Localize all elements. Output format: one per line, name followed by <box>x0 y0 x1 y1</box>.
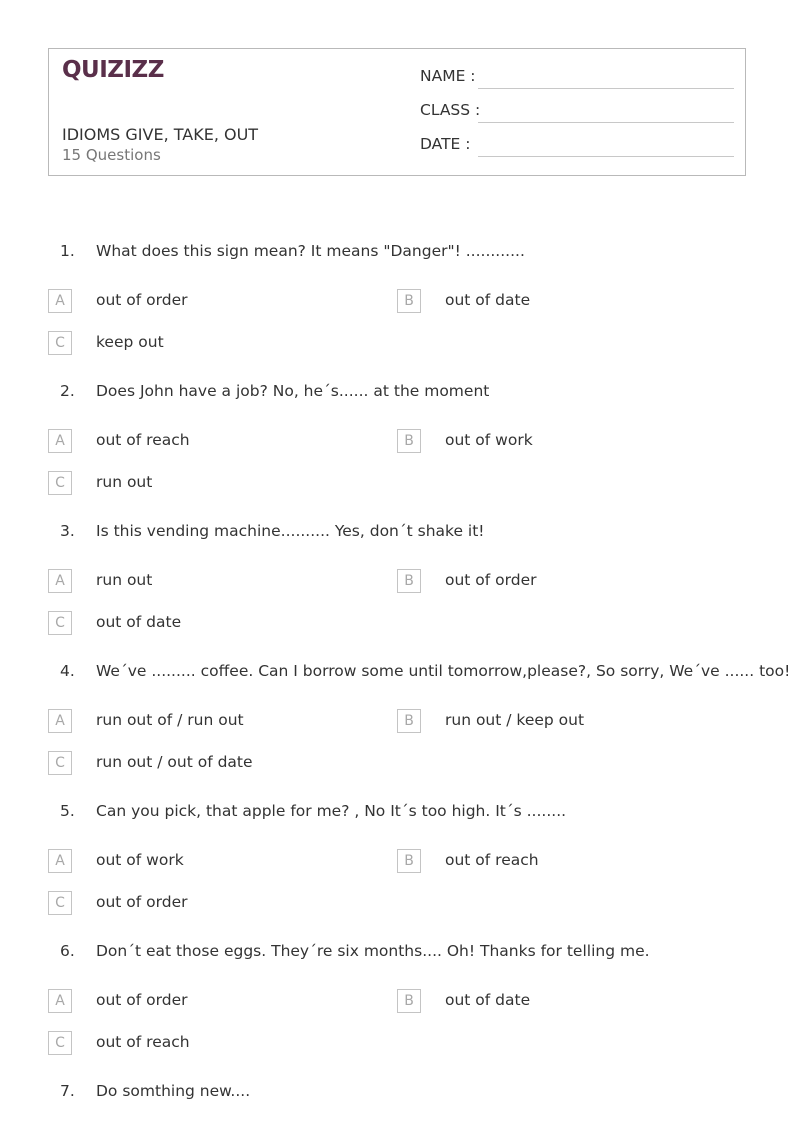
option-text: run out <box>96 571 153 589</box>
option-text: out of order <box>96 991 188 1009</box>
option-letter-box[interactable]: A <box>48 429 72 453</box>
option-text: run out <box>96 473 153 491</box>
option-text: out of work <box>96 851 184 869</box>
option-text: out of order <box>96 893 188 911</box>
option-letter-box[interactable]: B <box>397 569 421 593</box>
question-number: 1. <box>60 242 75 260</box>
class-label: CLASS : <box>420 101 481 119</box>
option-letter-box[interactable]: C <box>48 1031 72 1055</box>
option-letter-box[interactable]: A <box>48 569 72 593</box>
date-label: DATE : <box>420 135 471 153</box>
class-field[interactable] <box>420 101 734 123</box>
question-text: Do somthing new.... <box>96 1082 251 1100</box>
option-letter-box[interactable]: A <box>48 849 72 873</box>
question-number: 7. <box>60 1082 75 1100</box>
question-text: What does this sign mean? It means "Danger"! ............ <box>96 242 525 260</box>
question-number: 2. <box>60 382 75 400</box>
option-letter-box[interactable]: A <box>48 289 72 313</box>
option-text: out of reach <box>96 1033 190 1051</box>
option-letter-box[interactable]: B <box>397 989 421 1013</box>
question-count: 15 Questions <box>62 146 161 164</box>
question-number: 3. <box>60 522 75 540</box>
option-text: out of reach <box>96 431 190 449</box>
option-letter-box[interactable]: B <box>397 429 421 453</box>
question-text: Does John have a job? No, he´s...... at the moment <box>96 382 490 400</box>
question-number: 5. <box>60 802 75 820</box>
question-text: Don´t eat those eggs. They´re six months.... Oh! Thanks for telling me. <box>96 942 650 960</box>
option-text: out of date <box>445 291 531 309</box>
date-field[interactable] <box>420 135 734 157</box>
option-letter-box[interactable]: B <box>397 849 421 873</box>
option-text: out of order <box>96 291 188 309</box>
option-letter-box[interactable]: C <box>48 751 72 775</box>
option-letter-box[interactable]: B <box>397 289 421 313</box>
option-text: out of reach <box>445 851 539 869</box>
worksheet-title: IDIOMS GIVE, TAKE, OUT <box>62 125 259 144</box>
option-text: out of date <box>445 991 531 1009</box>
class-line[interactable] <box>478 122 734 123</box>
option-letter-box[interactable]: C <box>48 891 72 915</box>
question-number: 4. <box>60 662 75 680</box>
option-letter-box[interactable]: C <box>48 331 72 355</box>
name-field[interactable] <box>420 67 734 89</box>
option-text: out of order <box>445 571 537 589</box>
question-text: We´ve ......... coffee. Can I borrow some until tomorrow,please?, So sorry, We´ve ...... too! <box>96 662 791 680</box>
option-letter-box[interactable]: B <box>397 709 421 733</box>
option-text: out of date <box>96 613 182 631</box>
option-text: run out of / run out <box>96 711 244 729</box>
date-line[interactable] <box>478 156 734 157</box>
worksheet-header <box>48 48 746 176</box>
quizizz-logo: QUIZIZZ <box>62 57 164 83</box>
name-label: NAME : <box>420 67 476 85</box>
option-letter-box[interactable]: C <box>48 471 72 495</box>
option-letter-box[interactable]: C <box>48 611 72 635</box>
option-text: keep out <box>96 333 164 351</box>
option-letter-box[interactable]: A <box>48 709 72 733</box>
option-letter-box[interactable]: A <box>48 989 72 1013</box>
name-line[interactable] <box>478 88 734 89</box>
question-text: Can you pick, that apple for me? , No It´s too high. It´s ........ <box>96 802 567 820</box>
option-text: run out / out of date <box>96 753 253 771</box>
question-text: Is this vending machine.......... Yes, don´t shake it! <box>96 522 485 540</box>
option-text: run out / keep out <box>445 711 585 729</box>
option-text: out of work <box>445 431 533 449</box>
question-number: 6. <box>60 942 75 960</box>
